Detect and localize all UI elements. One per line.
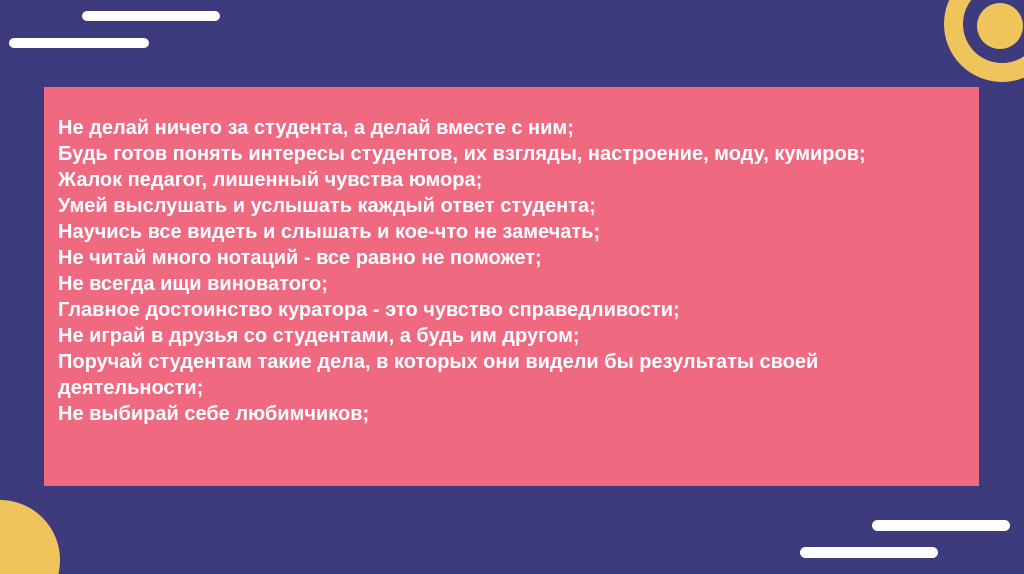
bottom-right-pill-2 [800,547,938,558]
rule-line: Главное достоинство куратора - это чувство справедливости; [58,299,680,321]
bottom-left-circle-decoration [0,500,60,574]
rule-line: Не читай много нотаций - все равно не поможет; [58,247,542,269]
rules-list [58,115,938,427]
rule-line: Жалок педагог, лишенный чувства юмора; [58,169,483,191]
top-right-circle-decoration [977,3,1023,49]
bottom-right-pill-1 [872,520,1010,531]
rule-line: Будь готов понять интересы студентов, их взгляды, настроение, моду, кумиров; [58,143,866,165]
rule-line: Не играй в друзья со студентами, а будь им другом; [58,325,580,347]
top-left-pill-2 [9,38,149,48]
rule-line: Не делай ничего за студента, а делай вместе с ним; [58,117,574,139]
rule-line: Поручай студентам такие дела, в которых они видели бы результаты своей деятельности; [58,351,819,399]
rule-line: Умей выслушать и услышать каждый ответ студента; [58,195,596,217]
rule-line: Научись все видеть и слышать и кое-что не замечать; [58,221,601,243]
rule-line: Не выбирай себе любимчиков; [58,403,370,425]
rule-line: Не всегда ищи виноватого; [58,273,328,295]
content-card [44,87,979,486]
top-left-pill-1 [82,11,220,21]
